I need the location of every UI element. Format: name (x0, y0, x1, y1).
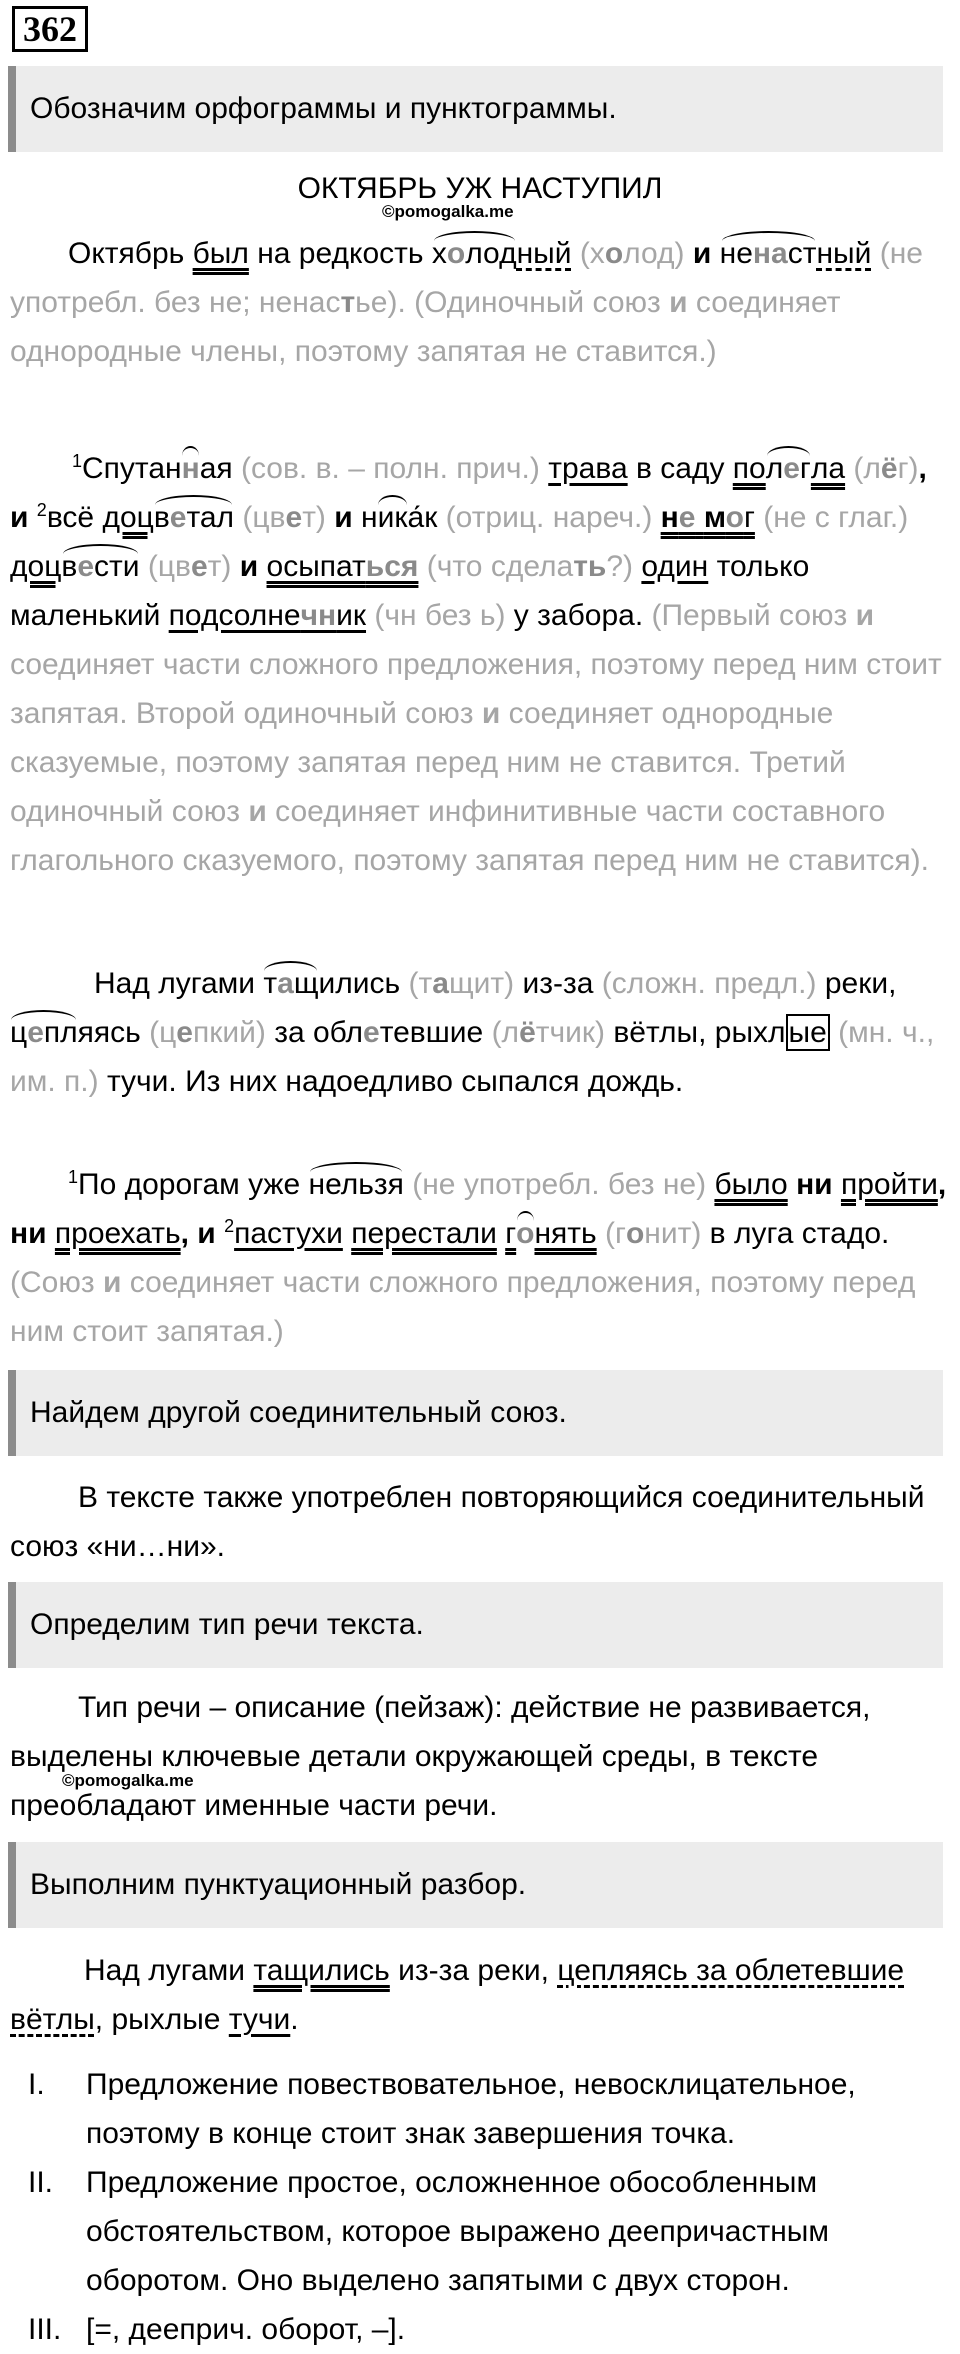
punct-sentence: Над лугами тащились из-за реки, цепляясь за облетевшие вётлы, рыхлые тучи. (10, 1954, 905, 2036)
paragraph-2: $^1$Спутанная (сов. в. – полн. прич.) трава в саду полегла (лёг), и $^2$всё доцветал (цвет) и ника́к (отриц. нареч.) не мог (не с глаг.) доцвести (цвет) и осыпаться (что сделать?) один только маленький подсолнечник (чн без ь) у забора. (Первый союз и соединяет части сложного предложения, поэтому перед ним стоит запятая. Второй одиночный союз и соединяет однородные сказуемые, поэтому запятая перед ним не ставится. Третий одиночный союз и соединяет инфинитивные части составного глагольного сказуемого, поэтому запятая перед ним не ставится). (10, 444, 950, 885)
speech-type-answer: Тип речи – описание (пейзаж): действие не развивается, выделены ключевые детали окружающей среды, в тексте преобладают именные части речи. (10, 1691, 871, 1822)
list-marker: I. (28, 2068, 45, 2101)
list-marker: II. (28, 2166, 54, 2199)
paragraph-3: Над лугами тащились (тащит) из-за (сложн. предл.) реки, цепляясь (цепкий) за облетевшие (лётчик) вётлы, рыхл ые (мн. ч., им. п.) тучи. Из них надоедливо сыпался дождь. (10, 959, 950, 1106)
section-header-orthograms: Обозначим орфограммы и пунктограммы. (8, 66, 943, 152)
list-item-text: [=, дееприч. оборот, –]. (86, 2313, 406, 2346)
list-item-text: Предложение простое, осложненное обособленным обстоятельством, которое выражено деепричастным оборотом. Оно выделено запятыми с двух сторон. (86, 2166, 829, 2297)
section-header-union: Найдем другой соединительный союз. (8, 1370, 943, 1456)
section-header-speech-type: Определим тип речи текста. (8, 1582, 943, 1668)
analysis-list (10, 2060, 960, 2354)
list-item-text: Предложение повествовательное, невосклицательное, поэтому в конце стоит знак завершения точка. (86, 2068, 856, 2150)
list-item (10, 2305, 960, 2354)
list-marker: III. (28, 2313, 62, 2346)
section-header-punct: Выполним пунктуационный разбор. (8, 1842, 943, 1928)
union-answer: В тексте также употреблен повторяющийся соединительный союз «ни…ни». (10, 1481, 925, 1563)
watermark: ©pomogalka.me (382, 202, 514, 221)
task-number: 362 (12, 6, 88, 52)
paragraph-1: Октябрь был на редкость холодный (холод) и ненастный (не употребл. без не; ненастье). (Одиночный союз и соединяет однородные члены, поэтому запятая не ставится.) (10, 229, 950, 376)
watermark-2: ©pomogalka.me (62, 1771, 194, 1790)
list-item (10, 2158, 960, 2305)
text-title: ОКТЯБРЬ УЖ НАСТУПИЛ (297, 172, 663, 205)
paragraph-4: $^1$По дорогам уже нельзя (не употребл. без не) было ни пройти, ни проехать, и $^2$пастухи перестали гонять (гонит) в луга стадо. (Союз и соединяет части сложного предложения, поэтому перед ним стоит запятая.) (10, 1160, 950, 1356)
list-item (10, 2060, 960, 2158)
